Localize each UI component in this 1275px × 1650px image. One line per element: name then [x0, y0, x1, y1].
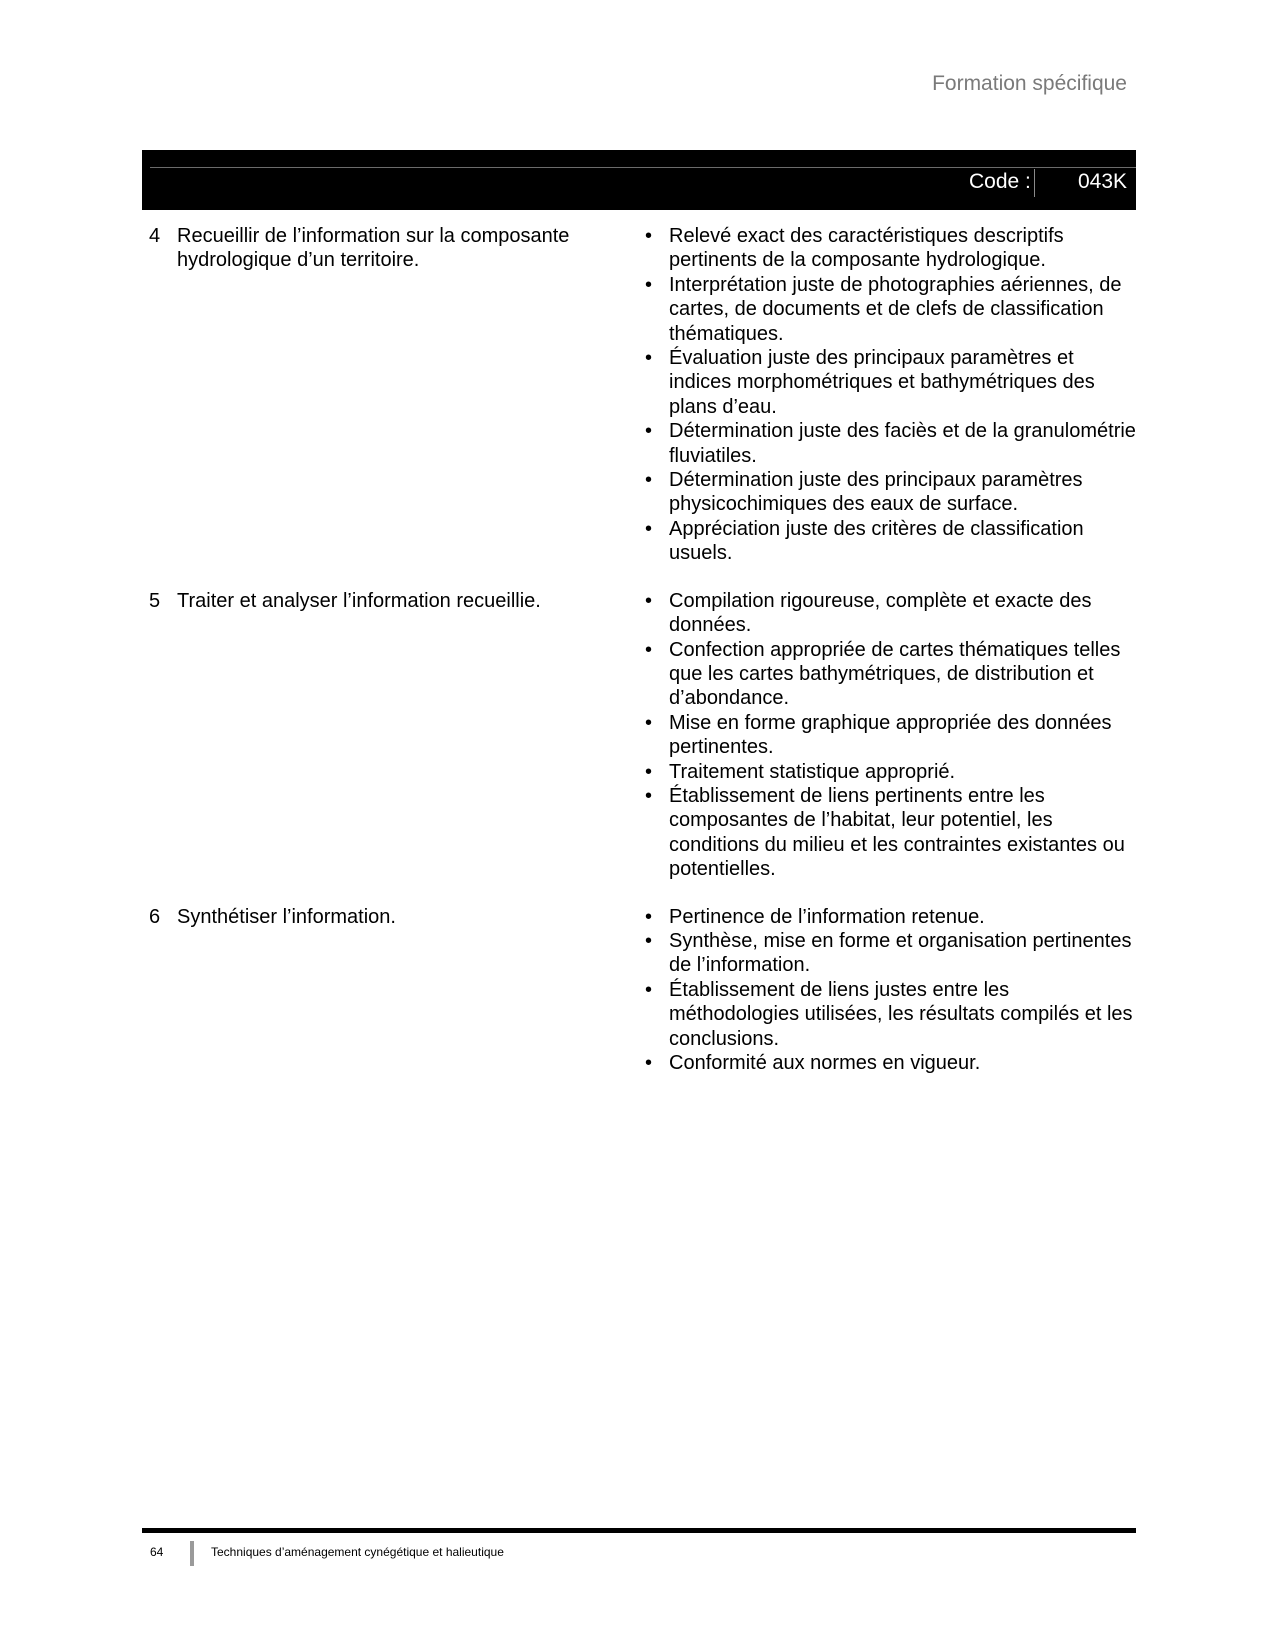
criterion-item: • Conformité aux normes en vigueur.: [642, 1051, 1136, 1075]
running-header: Formation spécifique: [932, 72, 1127, 95]
criterion-item: • Établissement de liens pertinents entre les composantes de l’habitat, leur potentiel, les conditions du milieu et les contraintes existantes ou potentielles.: [642, 784, 1136, 882]
performance-criteria-list: [642, 905, 1136, 1076]
criterion-item: • Compilation rigoureuse, complète et exacte des données.: [642, 589, 1136, 638]
criterion-item: • Confection appropriée de cartes thématiques telles que les cartes bathymétriques, de distribution et d’abondance.: [642, 638, 1136, 711]
element-cell: [142, 905, 642, 1076]
competency-row: [142, 589, 1136, 882]
footer-title: Techniques d’aménagement cynégétique et halieutique: [211, 1545, 504, 1559]
element-number: 5: [149, 589, 161, 612]
element-number: 4: [149, 225, 161, 247]
page-number: 64: [150, 1545, 164, 1559]
footer-rule: [142, 1528, 1136, 1533]
element-statement: Recueillir de l’information sur la composante hydrologique d’un territoire.: [177, 225, 570, 272]
element-number: 6: [149, 905, 161, 928]
code-bar: [142, 150, 1136, 210]
code-separator: [1034, 169, 1035, 197]
competency-table: [142, 224, 1136, 1075]
criterion-item: • Pertinence de l’information retenue.: [642, 905, 1136, 929]
criterion-item: • Interprétation juste de photographies aériennes, de cartes, de documents et de clefs de classification thématiques.: [642, 273, 1136, 346]
criterion-item: • Évaluation juste des principaux paramètres et indices morphométriques et bathymétriques des plans d’eau.: [642, 346, 1136, 419]
competency-row: [142, 905, 1136, 1076]
criterion-item: • Synthèse, mise en forme et organisation pertinentes de l’information.: [642, 929, 1136, 978]
element-cell: [142, 589, 642, 882]
code-label: Code :: [969, 170, 1031, 193]
performance-criteria-list: [642, 589, 1136, 882]
criterion-item: • Détermination juste des faciès et de la granulométrie fluviatiles.: [642, 419, 1136, 468]
element-statement: Synthétiser l’information.: [177, 905, 396, 928]
criterion-item: • Traitement statistique approprié.: [642, 760, 1136, 784]
code-value: 043K: [1078, 170, 1128, 193]
element-cell: [142, 224, 642, 566]
criterion-item: • Établissement de liens justes entre les méthodologies utilisées, les résultats compilés et les conclusions.: [642, 978, 1136, 1051]
element-statement: Traiter et analyser l’information recueillie.: [177, 589, 541, 612]
performance-criteria-list: [642, 224, 1136, 566]
criterion-item: • Détermination juste des principaux paramètres physicochimiques des eaux de surface.: [642, 468, 1136, 517]
footer-separator: [190, 1541, 194, 1566]
competency-row: [142, 224, 1136, 566]
criterion-item: • Relevé exact des caractéristiques descriptifs pertinents de la composante hydrologique.: [642, 224, 1136, 273]
criterion-item: • Appréciation juste des critères de classification usuels.: [642, 517, 1136, 566]
code-bar-rule: [150, 167, 1136, 168]
criterion-item: • Mise en forme graphique appropriée des données pertinentes.: [642, 711, 1136, 760]
